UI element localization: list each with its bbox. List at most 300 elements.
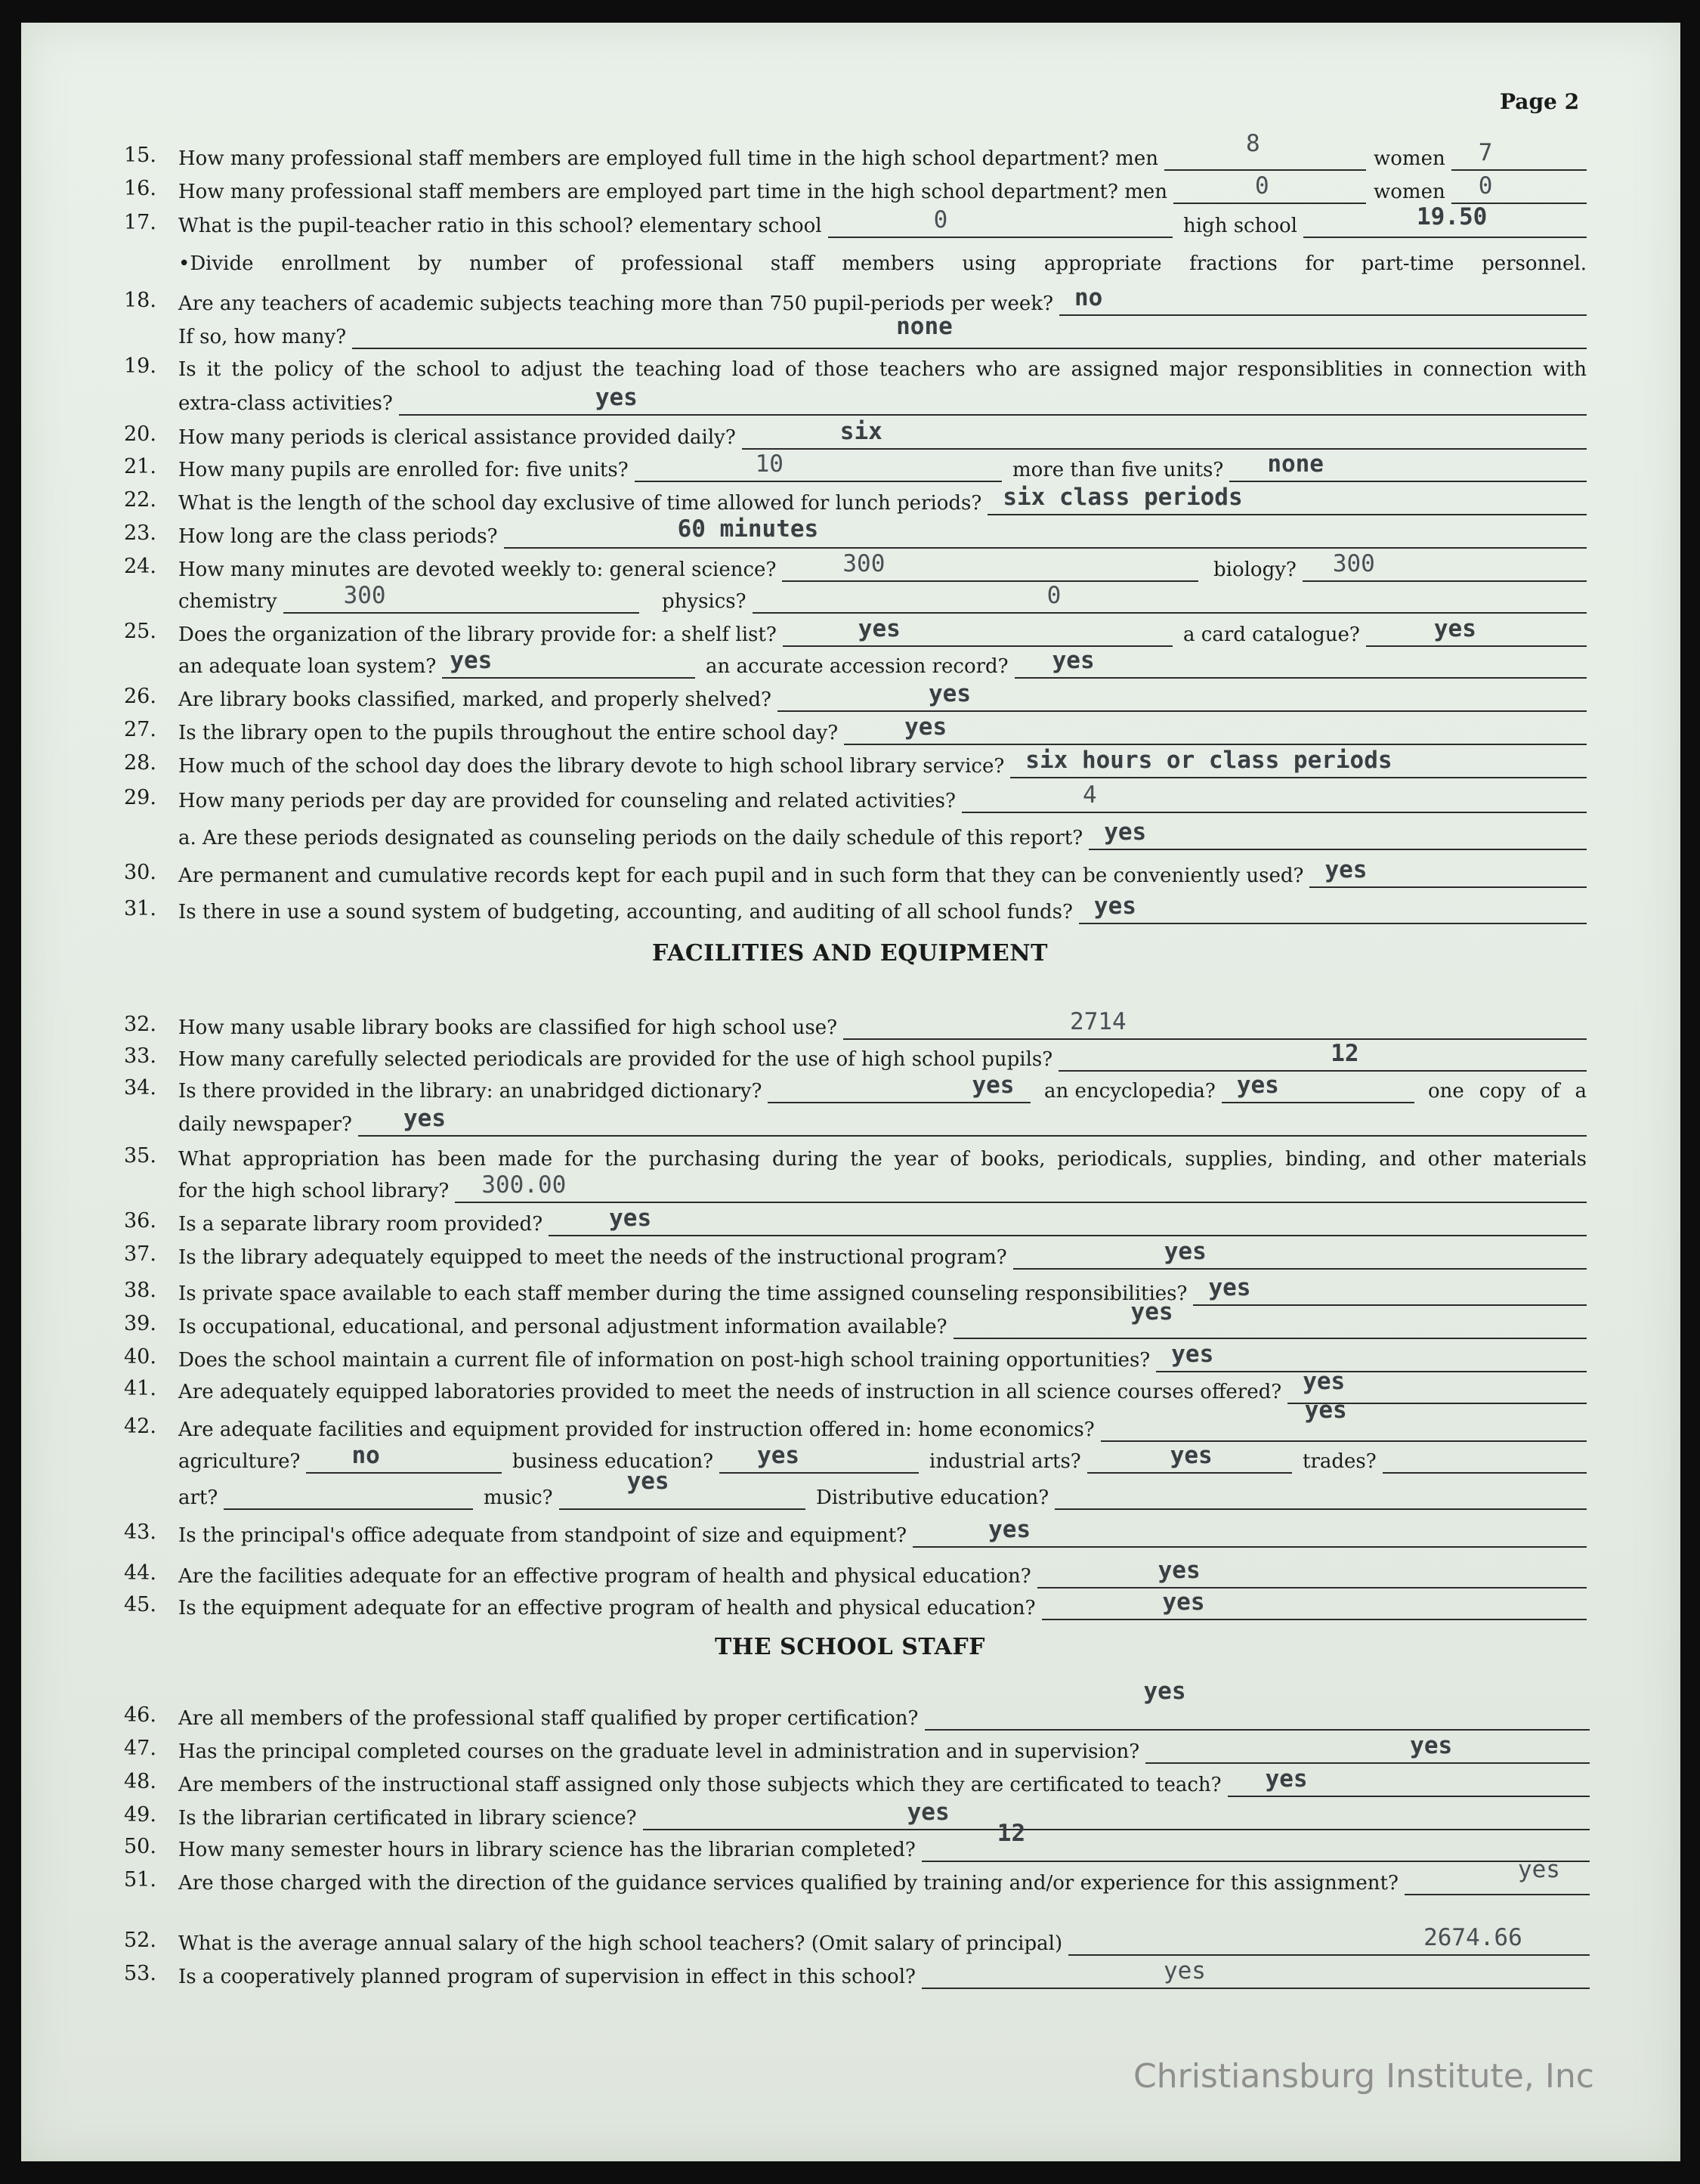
form-row [0, 894, 1700, 924]
question-number: 35. [124, 1144, 156, 1168]
question-text: Is the principal's office adequate from standpoint of size and equipment? [178, 1524, 907, 1547]
typed-answer: yes [1143, 1678, 1186, 1705]
question-text: If so, how many? [178, 326, 347, 348]
form-row [0, 385, 1700, 416]
question-segment [178, 617, 1173, 647]
form-row [0, 783, 1700, 813]
answer-blank[interactable] [455, 1171, 1587, 1203]
typed-answer: six class periods [1003, 484, 1243, 511]
question-text: biology? [1213, 558, 1297, 581]
typed-answer: yes [1433, 615, 1476, 642]
answer-blank[interactable] [442, 647, 695, 679]
typed-answer: yes [1304, 1397, 1347, 1424]
typed-answer: yes [1236, 1072, 1279, 1099]
form-row [0, 452, 1700, 482]
answer-blank[interactable] [1079, 892, 1587, 924]
form-row [0, 1141, 1700, 1171]
typed-answer: 0 [1254, 172, 1269, 200]
form-row [0, 1368, 1700, 1404]
question-text: an adequate loan system? [178, 655, 437, 678]
question-text: What is the pupil-teacher ratio in this school? elementary school [178, 215, 822, 237]
question-segment [178, 1517, 1587, 1548]
question-segment [178, 1443, 502, 1474]
question-text: How many carefully selected periodicals are provided for the use of high school pupils? [178, 1048, 1053, 1071]
answer-blank[interactable] [1037, 1557, 1587, 1589]
question-text: Are any teachers of academic subjects teaching more than 750 pupil-periods per week? [178, 292, 1054, 315]
answer-blank[interactable] [1229, 450, 1587, 482]
question-segment [178, 419, 1587, 450]
question-text: for the high school library? [178, 1180, 450, 1202]
question-segment [178, 748, 1587, 778]
form-row [0, 130, 1700, 171]
question-text: How many usable library books are classified for high school use? [178, 1016, 838, 1039]
question-segment [178, 1800, 1590, 1830]
question-segment [1044, 1073, 1414, 1103]
watermark: Christiansburg Institute, Inc [1133, 2057, 1594, 2096]
question-segment [178, 1480, 473, 1510]
answer-blank[interactable] [954, 1298, 1587, 1339]
form-row [0, 858, 1700, 888]
question-text: art? [178, 1486, 218, 1509]
question-number: 50. [124, 1835, 156, 1858]
answer-blank[interactable] [224, 1485, 473, 1510]
question-text: extra-class activities? [178, 392, 393, 415]
question-segment [178, 208, 1173, 238]
answer-blank[interactable] [1089, 818, 1587, 850]
typed-answer: yes [1130, 1298, 1173, 1326]
typed-answer: yes [1517, 1856, 1560, 1883]
question-text: agriculture? [178, 1450, 301, 1473]
answer-blank[interactable] [753, 582, 1587, 614]
typed-answer: yes [1052, 647, 1095, 674]
answer-blank[interactable] [1303, 550, 1587, 582]
typed-answer: yes [1208, 1274, 1251, 1301]
question-segment [178, 1767, 1590, 1797]
typed-answer: yes [988, 1516, 1031, 1543]
question-segment [178, 682, 1587, 712]
question-text: Are all members of the professional staff qualified by proper certification? [178, 1707, 919, 1730]
answer-blank[interactable] [742, 418, 1587, 450]
question-text: What is the length of the school day exclusive of time allowed for lunch periods? [178, 492, 982, 515]
form-row [0, 1443, 1700, 1474]
answer-blank[interactable] [352, 313, 1587, 349]
answer-blank[interactable] [306, 1442, 502, 1474]
typed-answer: yes [858, 615, 901, 642]
answer-blank[interactable] [1366, 615, 1587, 647]
form-row [0, 1041, 1700, 1072]
answer-blank[interactable] [988, 484, 1587, 515]
question-text: Does the school maintain a current file of information on post-high school training opportunities? [178, 1349, 1151, 1372]
question-number: 23. [124, 521, 156, 545]
question-text: Is the library open to the pupils throughout the entire school day? [178, 722, 839, 744]
answer-blank[interactable] [768, 1072, 1031, 1103]
question-segment [178, 1856, 1590, 1895]
answer-blank[interactable] [843, 1008, 1587, 1040]
answer-blank[interactable] [844, 713, 1587, 745]
question-segment [662, 583, 1587, 614]
question-number: 43. [124, 1520, 156, 1544]
question-text: Is there provided in the library: an unabridged dictionary? [178, 1080, 762, 1103]
form-row [0, 1856, 1700, 1895]
question-number: 41. [124, 1377, 156, 1400]
question-segment [178, 894, 1587, 924]
form-row [0, 820, 1700, 850]
answer-blank[interactable] [1228, 1765, 1590, 1797]
question-segment [178, 648, 695, 679]
question-number: 40. [124, 1345, 156, 1369]
question-text: women [1374, 181, 1445, 203]
question-segment [1428, 1073, 1587, 1103]
typed-answer: yes [907, 1799, 950, 1826]
answer-blank[interactable] [399, 384, 1587, 416]
answer-blank[interactable] [1055, 1485, 1587, 1510]
answer-blank[interactable] [1013, 1238, 1587, 1270]
answer-blank[interactable] [782, 550, 1198, 582]
answer-blank[interactable] [1068, 1924, 1590, 1956]
question-segment [178, 583, 639, 614]
form-row [0, 1239, 1700, 1270]
question-segment [178, 1734, 1590, 1764]
answer-blank[interactable] [922, 1820, 1590, 1862]
typed-answer: yes [1170, 1442, 1213, 1469]
answer-blank[interactable] [283, 582, 639, 614]
answer-blank[interactable] [1451, 139, 1587, 171]
answer-blank[interactable] [1145, 1732, 1590, 1764]
question-number: 20. [124, 422, 156, 446]
typed-answer: yes [450, 647, 493, 674]
answer-blank[interactable] [719, 1442, 919, 1474]
question-text: Are permanent and cumulative records kept for each pupil and in such form that they can be conveniently used? [178, 865, 1304, 887]
question-segment [929, 1443, 1292, 1474]
question-segment [1213, 552, 1587, 582]
question-text: Is occupational, educational, and personal adjustment information available? [178, 1316, 947, 1338]
question-text: Has the principal completed courses on the graduate level in administration and in supervision? [178, 1740, 1140, 1763]
question-number: 47. [124, 1737, 156, 1760]
question-text: What appropriation has been made for the purchasing during the year of books, periodicals, supplies, binding, and other materials [178, 1148, 1587, 1171]
question-number: 25. [124, 620, 156, 643]
question-segment [178, 1073, 1031, 1103]
question-text: business education? [512, 1450, 714, 1473]
question-number: 36. [124, 1209, 156, 1233]
typed-answer: no [351, 1442, 380, 1469]
answer-blank[interactable] [1405, 1856, 1590, 1895]
typed-answer: yes [1265, 1765, 1308, 1793]
typed-answer: 60 minutes [677, 515, 819, 543]
question-segment [178, 1298, 1587, 1339]
question-text: How many pupils are enrolled for: five units? [178, 459, 629, 481]
form-row [0, 1010, 1700, 1040]
section-heading-facilities: FACILITIES AND EQUIPMENT [652, 940, 1048, 967]
answer-blank[interactable] [635, 450, 1002, 482]
question-segment [178, 1010, 1587, 1040]
typed-answer: yes [1410, 1732, 1453, 1759]
question-segment [178, 1276, 1587, 1306]
typed-answer: yes [1164, 1238, 1207, 1265]
question-text: more than five units? [1012, 459, 1224, 481]
answer-blank[interactable] [1193, 1274, 1587, 1306]
form-row [0, 1517, 1700, 1548]
question-segment [178, 485, 1587, 515]
question-segment [178, 351, 1587, 382]
form-row [0, 682, 1700, 712]
question-text: music? [484, 1486, 553, 1509]
typed-answer: 7 [1478, 139, 1493, 166]
form-row [0, 485, 1700, 515]
form-row [0, 1397, 1700, 1442]
typed-answer: yes [403, 1105, 447, 1132]
form-row [0, 351, 1700, 382]
form-row [0, 1959, 1700, 1989]
answer-blank[interactable] [828, 206, 1173, 238]
question-number: 45. [124, 1593, 156, 1616]
question-number: 15. [124, 144, 156, 167]
typed-answer: yes [595, 384, 638, 411]
answer-blank[interactable] [1042, 1589, 1587, 1620]
question-segment [178, 820, 1587, 850]
question-text: How many minutes are devoted weekly to: general science? [178, 558, 777, 581]
form-row [0, 552, 1700, 582]
answer-blank[interactable] [1173, 172, 1366, 204]
answer-blank[interactable] [1087, 1442, 1292, 1474]
question-number: 30. [124, 861, 156, 884]
typed-answer: yes [1104, 818, 1147, 846]
question-number: 29. [124, 786, 156, 809]
question-segment [178, 552, 1198, 582]
answer-blank[interactable] [1101, 1397, 1587, 1442]
typed-answer: six hours or class periods [1025, 747, 1392, 774]
answer-blank[interactable] [1303, 203, 1587, 238]
typed-answer: none [896, 313, 953, 340]
question-number: 27. [124, 718, 156, 741]
answer-blank[interactable] [1156, 1341, 1587, 1372]
question-segment [178, 313, 1587, 349]
question-text: daily newspaper? [178, 1113, 353, 1136]
typed-answer: 0 [933, 206, 948, 234]
answer-blank[interactable] [1059, 1040, 1587, 1072]
typed-answer: 2714 [1070, 1008, 1127, 1035]
form-row [0, 1073, 1700, 1103]
typed-answer: yes [626, 1468, 669, 1495]
question-text: Are adequate facilities and equipment provided for instruction offered in: home economics? [178, 1418, 1095, 1441]
typed-answer: yes [929, 680, 971, 707]
question-text: industrial arts? [929, 1450, 1081, 1473]
typed-answer: yes [1162, 1589, 1205, 1616]
question-number: 51. [124, 1868, 156, 1892]
typed-answer: none [1267, 450, 1324, 478]
question-text: Are library books classified, marked, and properly shelved? [178, 688, 771, 711]
question-text: trades? [1303, 1450, 1377, 1473]
question-segment [178, 1397, 1587, 1442]
typed-answer: 300 [1332, 550, 1375, 577]
question-segment [178, 130, 1366, 171]
answer-blank[interactable] [913, 1516, 1587, 1548]
question-text: How many professional staff members are employed part time in the high school department? men [178, 181, 1167, 203]
question-segment [178, 715, 1587, 745]
question-segment [1374, 141, 1587, 171]
answer-blank[interactable] [559, 1468, 805, 1510]
question-segment [706, 648, 1587, 679]
question-segment [178, 1368, 1587, 1404]
typed-answer: yes [1158, 1557, 1201, 1584]
answer-blank[interactable] [358, 1105, 1587, 1137]
answer-blank[interactable] [1015, 647, 1587, 679]
question-number: 33. [124, 1044, 156, 1068]
typed-answer: 0 [1478, 172, 1493, 200]
answer-blank[interactable] [922, 1957, 1590, 1989]
typed-answer: yes [904, 713, 947, 741]
question-text: Is the equipment adequate for an effective program of health and physical education? [178, 1597, 1036, 1619]
form-row [0, 648, 1700, 679]
question-number: 32. [124, 1013, 156, 1036]
form-row [0, 583, 1700, 614]
form-row [0, 617, 1700, 647]
answer-blank[interactable] [925, 1678, 1590, 1731]
form-row [0, 1820, 1700, 1862]
question-segment [178, 1590, 1587, 1620]
answer-blank[interactable] [1309, 856, 1587, 888]
typed-answer: 4 [1082, 781, 1097, 809]
question-number: 39. [124, 1312, 156, 1335]
question-segment [178, 1820, 1590, 1862]
question-segment [178, 1106, 1587, 1137]
form-row [0, 246, 1700, 276]
question-text: What is the average annual salary of the high school teachers? (Omit salary of principal) [178, 1932, 1063, 1955]
question-segment [178, 783, 1587, 813]
typed-answer: yes [1163, 1957, 1206, 1984]
question-segment [1183, 617, 1587, 647]
question-number: 37. [124, 1242, 156, 1266]
question-segment [178, 286, 1587, 316]
answer-blank[interactable] [783, 615, 1173, 647]
typed-answer: 10 [755, 450, 784, 478]
question-text: Does the organization of the library provide for: a shelf list? [178, 623, 777, 646]
question-number: 18. [124, 289, 156, 312]
form-row [0, 1926, 1700, 1956]
question-number: 34. [124, 1076, 156, 1100]
typed-answer: yes [1171, 1341, 1214, 1368]
question-text: one copy of a [1428, 1080, 1587, 1103]
question-text: How many periods per day are provided for counseling and related activities? [178, 790, 956, 812]
question-segment [178, 1558, 1587, 1589]
form-row [0, 1106, 1700, 1137]
question-segment [1303, 1443, 1587, 1474]
question-segment [1183, 203, 1587, 238]
question-segment [512, 1443, 919, 1474]
answer-blank[interactable] [1383, 1449, 1587, 1474]
question-text: Is a separate library room provided? [178, 1213, 543, 1236]
question-text: high school [1183, 215, 1297, 237]
form-row [0, 313, 1700, 349]
question-text: Are members of the instructional staff assigned only those subjects which they are certificated to teach? [178, 1774, 1222, 1796]
form-row [0, 1206, 1700, 1236]
question-segment [178, 858, 1587, 888]
answer-blank[interactable] [1164, 130, 1366, 171]
question-text: Are those charged with the direction of the guidance services qualified by training and/or experience for this assignment? [178, 1872, 1399, 1895]
form-row [0, 1767, 1700, 1797]
question-segment [178, 1041, 1587, 1072]
question-number: 46. [124, 1703, 156, 1727]
form-row [0, 1590, 1700, 1620]
question-number: 24. [124, 555, 156, 578]
form-row [0, 286, 1700, 316]
question-number: 52. [124, 1929, 156, 1952]
typed-answer: 8 [1245, 130, 1260, 157]
form-row [0, 203, 1700, 238]
question-segment [484, 1468, 805, 1510]
answer-blank[interactable] [549, 1205, 1587, 1236]
form-row [0, 1342, 1700, 1372]
question-segment [178, 385, 1587, 416]
question-text: How many professional staff members are employed full time in the high school department? men [178, 147, 1158, 170]
question-text: Is the library adequately equipped to meet the needs of the instructional program? [178, 1246, 1007, 1269]
question-number: 42. [124, 1415, 156, 1438]
form-row [0, 1678, 1700, 1731]
question-number: 28. [124, 751, 156, 775]
question-text: How much of the school day does the library devote to high school library service? [178, 755, 1005, 778]
form-row [0, 748, 1700, 778]
typed-answer: 300.00 [481, 1171, 567, 1199]
question-segment [178, 246, 1587, 276]
form-row [0, 1173, 1700, 1203]
answer-blank[interactable] [504, 515, 1587, 549]
question-number: 21. [124, 455, 156, 478]
typed-answer: yes [972, 1072, 1015, 1099]
question-text: Are adequately equipped laboratories provided to meet the needs of instruction in all science courses offered? [178, 1381, 1282, 1403]
question-text: an accurate accession record? [706, 655, 1009, 678]
question-segment [178, 174, 1366, 204]
answer-blank[interactable] [1222, 1072, 1414, 1103]
question-segment [178, 1959, 1590, 1989]
question-text: chemistry [178, 590, 277, 613]
question-segment [1374, 174, 1587, 204]
form-row [0, 174, 1700, 204]
question-number: 49. [124, 1803, 156, 1827]
typed-answer: 12 [997, 1820, 1026, 1847]
question-segment [178, 1678, 1590, 1731]
question-text: Is private space available to each staff member during the time assigned counseling responsibilities? [178, 1282, 1188, 1305]
answer-blank[interactable] [643, 1799, 1590, 1830]
form-row [0, 1734, 1700, 1764]
question-text: Are the facilities adequate for an effective program of health and physical education? [178, 1565, 1031, 1588]
typed-answer: 300 [842, 550, 886, 577]
section-heading-staff: THE SCHOOL STAFF [715, 1634, 985, 1660]
typed-answer: yes [609, 1205, 652, 1232]
answer-blank[interactable] [962, 781, 1587, 813]
question-segment [1012, 452, 1587, 482]
question-number: 31. [124, 897, 156, 920]
question-number: 44. [124, 1561, 156, 1585]
question-segment [178, 515, 1587, 549]
question-number: 16. [124, 177, 156, 200]
question-text: a. Are these periods designated as counseling periods on the daily schedule of this report? [178, 827, 1083, 849]
answer-blank[interactable] [777, 680, 1587, 712]
typed-answer: 300 [343, 582, 386, 609]
question-segment [178, 1173, 1587, 1203]
question-segment [178, 1239, 1587, 1270]
typed-answer: 2674.66 [1423, 1924, 1522, 1951]
answer-blank[interactable] [1059, 284, 1587, 316]
question-number: 38. [124, 1279, 156, 1302]
question-text: Is the librarian certificated in library science? [178, 1807, 637, 1830]
question-number: 26. [124, 685, 156, 708]
answer-blank[interactable] [1010, 747, 1587, 778]
typed-answer: 0 [1046, 582, 1062, 609]
question-text: physics? [662, 590, 746, 613]
answer-blank[interactable] [1451, 172, 1587, 204]
typed-answer: no [1074, 284, 1103, 311]
typed-answer: six [839, 418, 882, 445]
question-segment [816, 1480, 1587, 1510]
